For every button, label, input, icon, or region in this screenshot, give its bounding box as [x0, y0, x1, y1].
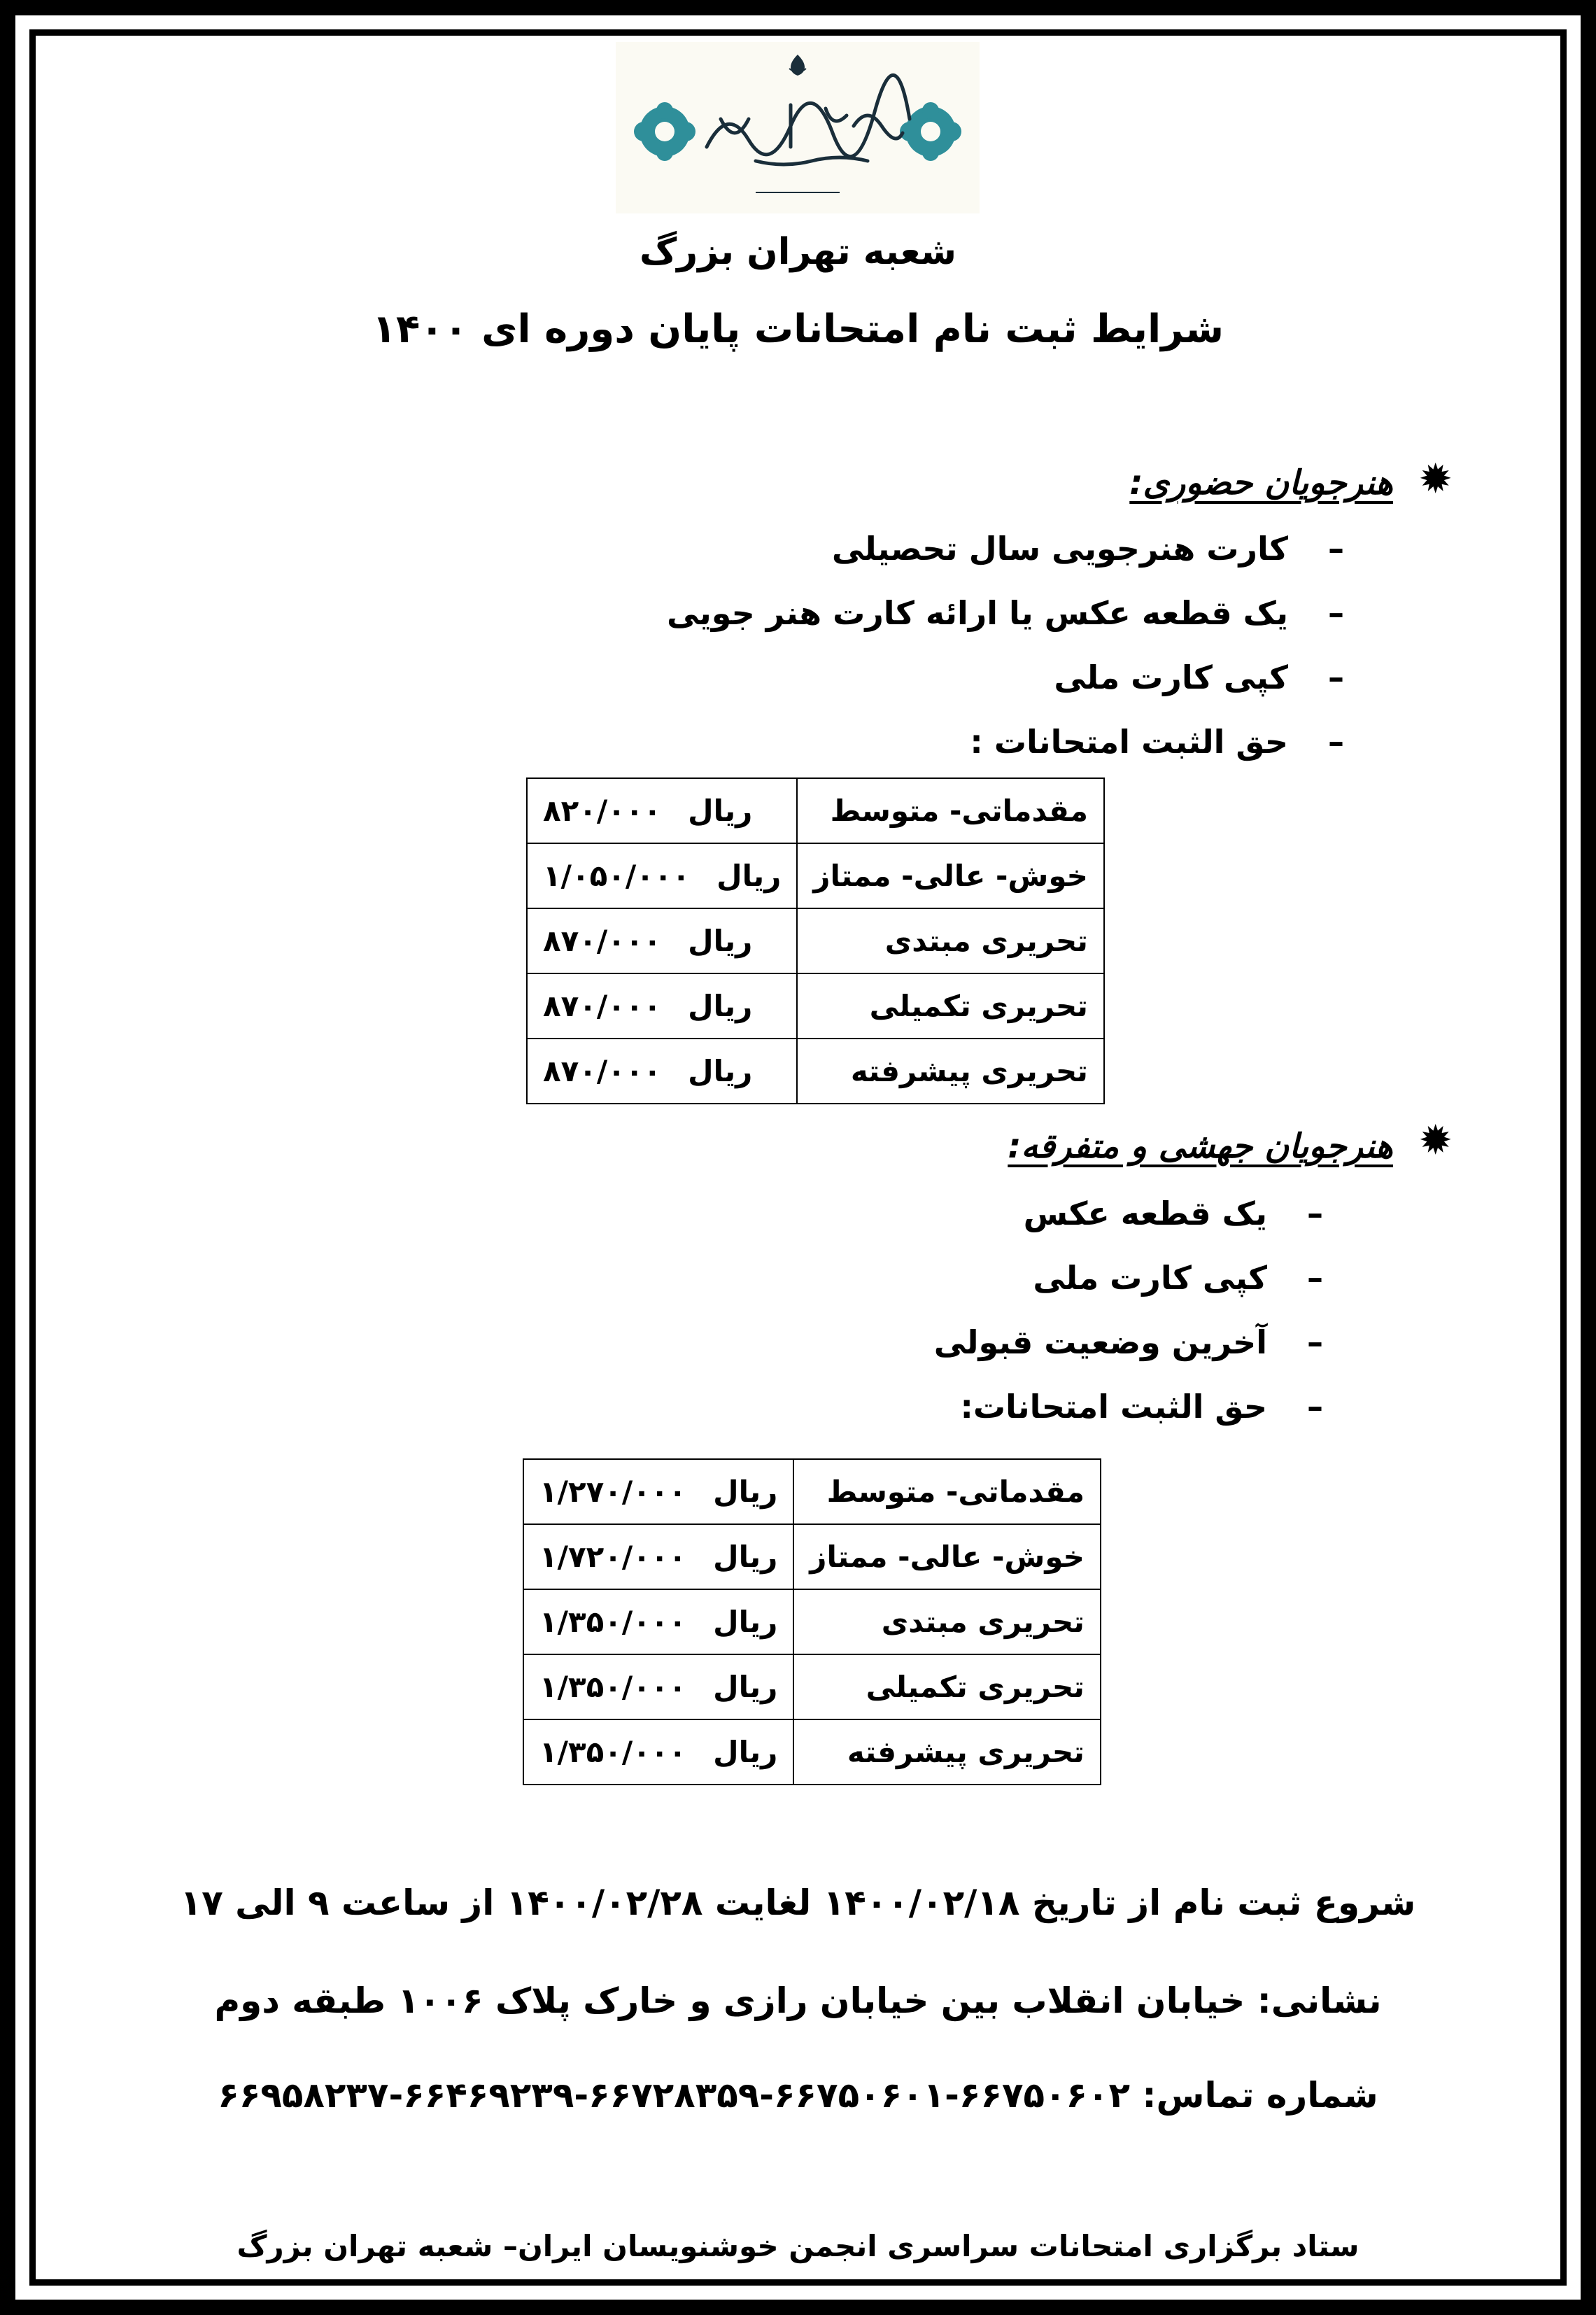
- address: نشانی: خیابان انقلاب بین خیابان رازی و خارک پلاک ۱۰۰۶ طبقه دوم: [214, 1980, 1382, 2021]
- phone-numbers: شماره تماس: ۶۶۷۵۰۶۰۲-۶۶۷۵۰۶۰۱-۶۶۷۲۸۳۵۹-۶۶۴۶۹۲۳۹-۶۶۹۵۸۲۳۷: [218, 2075, 1378, 2116]
- fee-unit: ریال: [713, 1540, 778, 1574]
- star-bullet-icon: ✹: [1418, 455, 1453, 502]
- table-row: [523, 1654, 1101, 1719]
- star-bullet-icon: ✹: [1418, 1116, 1453, 1164]
- section-heading-jump-misc: هنرجویان جهشی و متفرقه:: [1008, 1127, 1393, 1166]
- fee-amount: ۱/۲۷۰/۰۰۰: [539, 1475, 687, 1509]
- fee-category: مقدماتی- متوسط: [793, 1459, 1101, 1524]
- list-item: – کپی کارت ملی: [667, 645, 1344, 710]
- fee-amount: ۱/۷۲۰/۰۰۰: [539, 1540, 687, 1574]
- fee-category: تحریری پیشرفته: [797, 1039, 1104, 1104]
- table-row: [527, 973, 1104, 1039]
- fee-amount: ۱/۳۵۰/۰۰۰: [539, 1605, 687, 1639]
- list-item: – آخرین وضعیت قبولی: [934, 1310, 1323, 1374]
- fee-amount-cell: [523, 1719, 793, 1785]
- table-row: [527, 1039, 1104, 1104]
- fee-unit: ریال: [713, 1605, 778, 1639]
- fee-amount-cell: [523, 1654, 793, 1719]
- fee-unit: ریال: [688, 794, 753, 828]
- section-heading-in-person: هنرجویان حضوری:: [1129, 463, 1393, 502]
- fee-table-in-person: [526, 777, 1105, 1104]
- requirements-list-in-person: [667, 516, 1344, 774]
- fee-unit: ریال: [688, 989, 753, 1023]
- branch-title: شعبه تهران بزرگ: [640, 231, 956, 273]
- fee-category: تحریری مبتدی: [793, 1589, 1101, 1654]
- fee-amount: ۸۷۰/۰۰۰: [543, 989, 662, 1023]
- fee-amount: ۱/۰۵۰/۰۰۰: [543, 859, 691, 893]
- fee-category: تحریری پیشرفته: [793, 1719, 1101, 1785]
- fee-category: تحریری مبتدی: [797, 908, 1104, 973]
- table-row: [523, 1589, 1101, 1654]
- list-item: – یک قطعه عکس: [934, 1181, 1323, 1246]
- fee-amount: ۸۷۰/۰۰۰: [543, 924, 662, 958]
- fee-unit: ریال: [713, 1735, 778, 1769]
- requirements-list-jump-misc: [934, 1181, 1323, 1439]
- fee-table-jump-misc: [523, 1458, 1101, 1785]
- page-title: شرایط ثبت نام امتحانات پایان دوره ای ۱۴۰۰: [372, 307, 1224, 352]
- fee-category: خوش- عالی- ممتاز: [793, 1524, 1101, 1589]
- fee-amount: ۱/۳۵۰/۰۰۰: [539, 1670, 687, 1704]
- calligraphy-icon: [707, 75, 910, 164]
- fee-category: تحریری تکمیلی: [797, 973, 1104, 1039]
- fee-amount-cell: [527, 843, 797, 908]
- fee-category: خوش- عالی- ممتاز: [797, 843, 1104, 908]
- fee-unit: ریال: [716, 859, 782, 893]
- association-logo: [616, 42, 980, 213]
- fee-category: تحریری تکمیلی: [793, 1654, 1101, 1719]
- table-row: [527, 908, 1104, 973]
- table-row: [523, 1459, 1101, 1524]
- fee-amount-cell: [527, 973, 797, 1039]
- fee-amount-cell: [523, 1459, 793, 1524]
- table-row: [527, 778, 1104, 843]
- fee-amount-cell: [523, 1524, 793, 1589]
- fee-amount-cell: [523, 1589, 793, 1654]
- list-item: – حق الثبت امتحانات :: [667, 710, 1344, 774]
- list-item: – کارت هنرجویی سال تحصیلی: [667, 516, 1344, 581]
- fee-unit: ریال: [713, 1475, 778, 1509]
- fee-unit: ریال: [688, 1054, 753, 1088]
- registration-dates: شروع ثبت نام از تاریخ ۱۴۰۰/۰۲/۱۸ لغایت ۱۴۰۰/۰۲/۲۸ از ساعت ۹ الی ۱۷: [180, 1883, 1416, 1923]
- table-row: [527, 843, 1104, 908]
- fee-unit: ریال: [713, 1670, 778, 1704]
- fee-amount: ۸۷۰/۰۰۰: [543, 1054, 662, 1088]
- fee-amount: ۱/۳۵۰/۰۰۰: [539, 1735, 687, 1769]
- table-row: [523, 1524, 1101, 1589]
- table-row: [523, 1719, 1101, 1785]
- fee-amount-cell: [527, 778, 797, 843]
- footer-signature: ستاد برگزاری امتحانات سراسری انجمن خوشنویسان ایران– شعبه تهران بزرگ: [236, 2229, 1360, 2263]
- fee-amount-cell: [527, 1039, 797, 1104]
- ornament-left-icon: [634, 102, 695, 161]
- list-item: – حق الثبت امتحانات:: [934, 1374, 1323, 1439]
- fee-category: مقدماتی- متوسط: [797, 778, 1104, 843]
- fee-unit: ریال: [688, 924, 753, 958]
- list-item: – یک قطعه عکس یا ارائه کارت هنر جویی: [667, 581, 1344, 645]
- fee-amount-cell: [527, 908, 797, 973]
- fee-amount: ۸۲۰/۰۰۰: [543, 794, 662, 828]
- list-item: – کپی کارت ملی: [934, 1246, 1323, 1310]
- emblem-icon: [789, 55, 806, 76]
